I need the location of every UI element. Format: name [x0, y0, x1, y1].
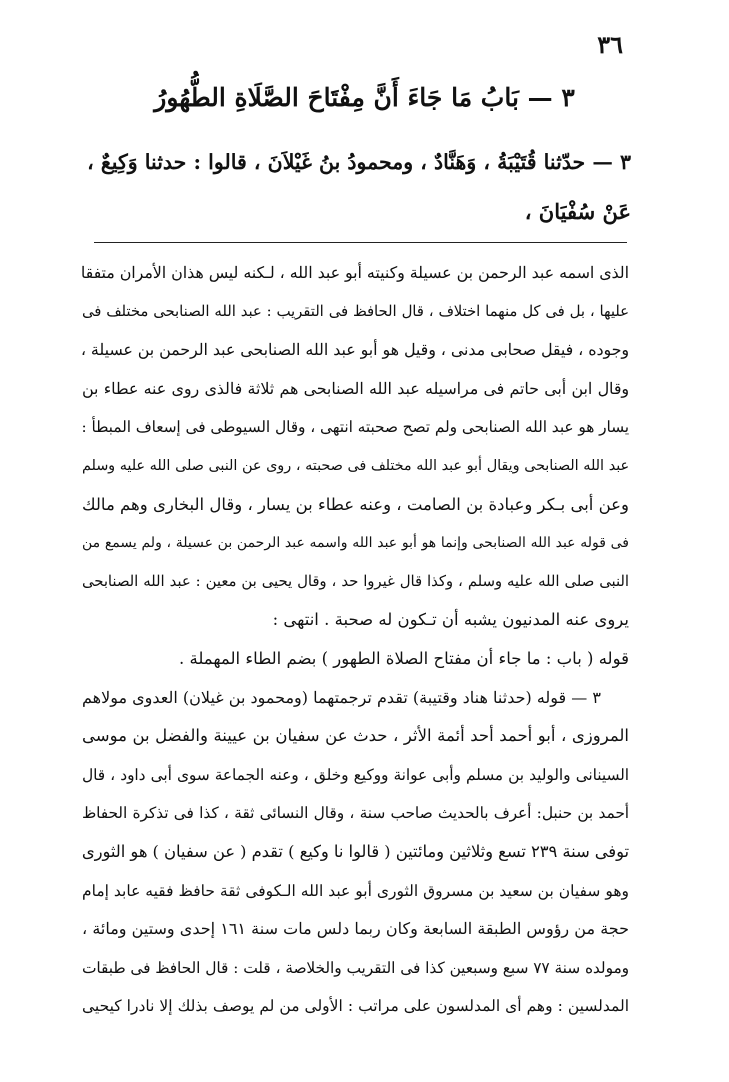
- commentary-line: الذى اسمه عبد الرحمن بن عسيلة وكنيته أبو عبد الله ، لـكنه ليس هذان الأمران متفقا: [80, 263, 629, 282]
- commentary-line: وعن أبى بـكر وعبادة بن الصامت ، وعنه عطاء بن يسار ، وقال البخارى وهم مالك: [82, 494, 629, 514]
- commentary-line: النبى صلى الله عليه وسلم ، وكذا قال غيروا حد ، وقال يحيى بن معين : عبد الله الصنابحى: [82, 572, 629, 590]
- commentary-line: عليها ، بل فى كل منهما اختلاف ، قال الحافظ فى التقريب : عبد الله الصنابحى مختلف فى: [82, 302, 629, 320]
- commentary-line: فى قوله عبد الله الصنابحى وإنما هو أبو عبد الله واسمه عبد الرحمن بن عسيلة ، ولم يسمع من: [82, 535, 629, 552]
- commentary-line: وجوده ، فيقل صحابى مدنى ، وقيل هو أبو عبد الله الصنابحى عبد الرحمن بن عسيلة ،: [80, 340, 629, 360]
- chapter-heading: ٣ — بَابُ مَا جَاءَ أَنَّ مِفْتَاحَ الصَّلَاةِ الطُّهُورُ: [154, 83, 575, 112]
- commentary: [82, 254, 629, 1026]
- commentary-line: السينانى والوليد بن مسلم وأبى عوانة ووكيع وخلق ، وعنه الجماعة سوى أبى داود ، قال: [82, 765, 629, 784]
- commentary-line: أحمد بن حنبل: أعرف بالحديث صاحب سنة ، وقال النسائى ثقة ، كذا فى تذكرة الحفاظ: [82, 804, 629, 823]
- hadith-text: [84, 138, 631, 236]
- commentary-line: توفى سنة ٢٣٩ تسع وثلاثين ومائتين ( قالوا نا وكيع ) تقدم ( عن سفيان ) هو الثورى: [81, 841, 629, 861]
- commentary-line: المدلسين : وهم أى المدلسون على مراتب : الأولى من لم يوصف بذلك إلا نادرا كيحيى: [82, 997, 629, 1016]
- commentary-line: وهو سفيان بن سعيد بن مسروق الثورى أبو عبد الله الـكوفى ثقة حافظ فقيه عابد إمام: [82, 881, 629, 900]
- commentary-line: وقال ابن أبى حاتم فى مراسيله عبد الله الصنابحى هم ثلاثة فالذى روى عنه عطاء بن: [82, 378, 629, 398]
- commentary-line: حجة من رؤوس الطبقة السابعة وكان ربما دلس مات سنة ١٦١ إحدى وستين ومائة ،: [82, 919, 630, 939]
- commentary-line: يسار هو عبد الله الصنابحى ولم تصح صحبته انتهى ، وقال السيوطى فى إسعاف المبطأ :: [81, 418, 629, 437]
- commentary-line: المروزى ، أبو أحمد أحد أئمة الأثر ، حدث عن سفيان بن عيينة والفضل بن موسى: [82, 726, 629, 746]
- commentary-line: ٣ — قوله (حدثنا هناد وقتيبة) تقدم ترجمتهما (ومحمود بن غيلان) العدوى مولاهم: [82, 687, 601, 707]
- hadith-line: ٣ — حدّثنا قُتَيْبَةُ ، وَهَنَّادٌ ، ومحمودُ بنُ غَيْلاَنَ ، قالوا : حدثنا وَكِيعٌ ،: [87, 150, 631, 174]
- bab-note: قوله ( باب : ما جاء أن مفتاح الصلاة الطهور ) بضم الطاء المهملة .: [178, 648, 629, 668]
- separator-rule: [94, 242, 627, 243]
- page-number: ٣٦: [597, 30, 623, 59]
- commentary-line: ومولده سنة ٧٧ سبع وسبعين كذا فى التقريب والخلاصة ، قلت : قال الحافظ فى طبقات: [82, 958, 629, 977]
- hadith-line: عَنْ سُفْيَانَ ،: [524, 199, 631, 224]
- commentary-line: عبد الله الصنابحى ويقال أبو عبد الله مختلف فى صحبته ، روى عن النبى صلى الله عليه وسلم: [82, 457, 629, 474]
- commentary-line: يروى عنه المدنيون يشبه أن تـكون له صحبة . انتهى :: [272, 610, 629, 630]
